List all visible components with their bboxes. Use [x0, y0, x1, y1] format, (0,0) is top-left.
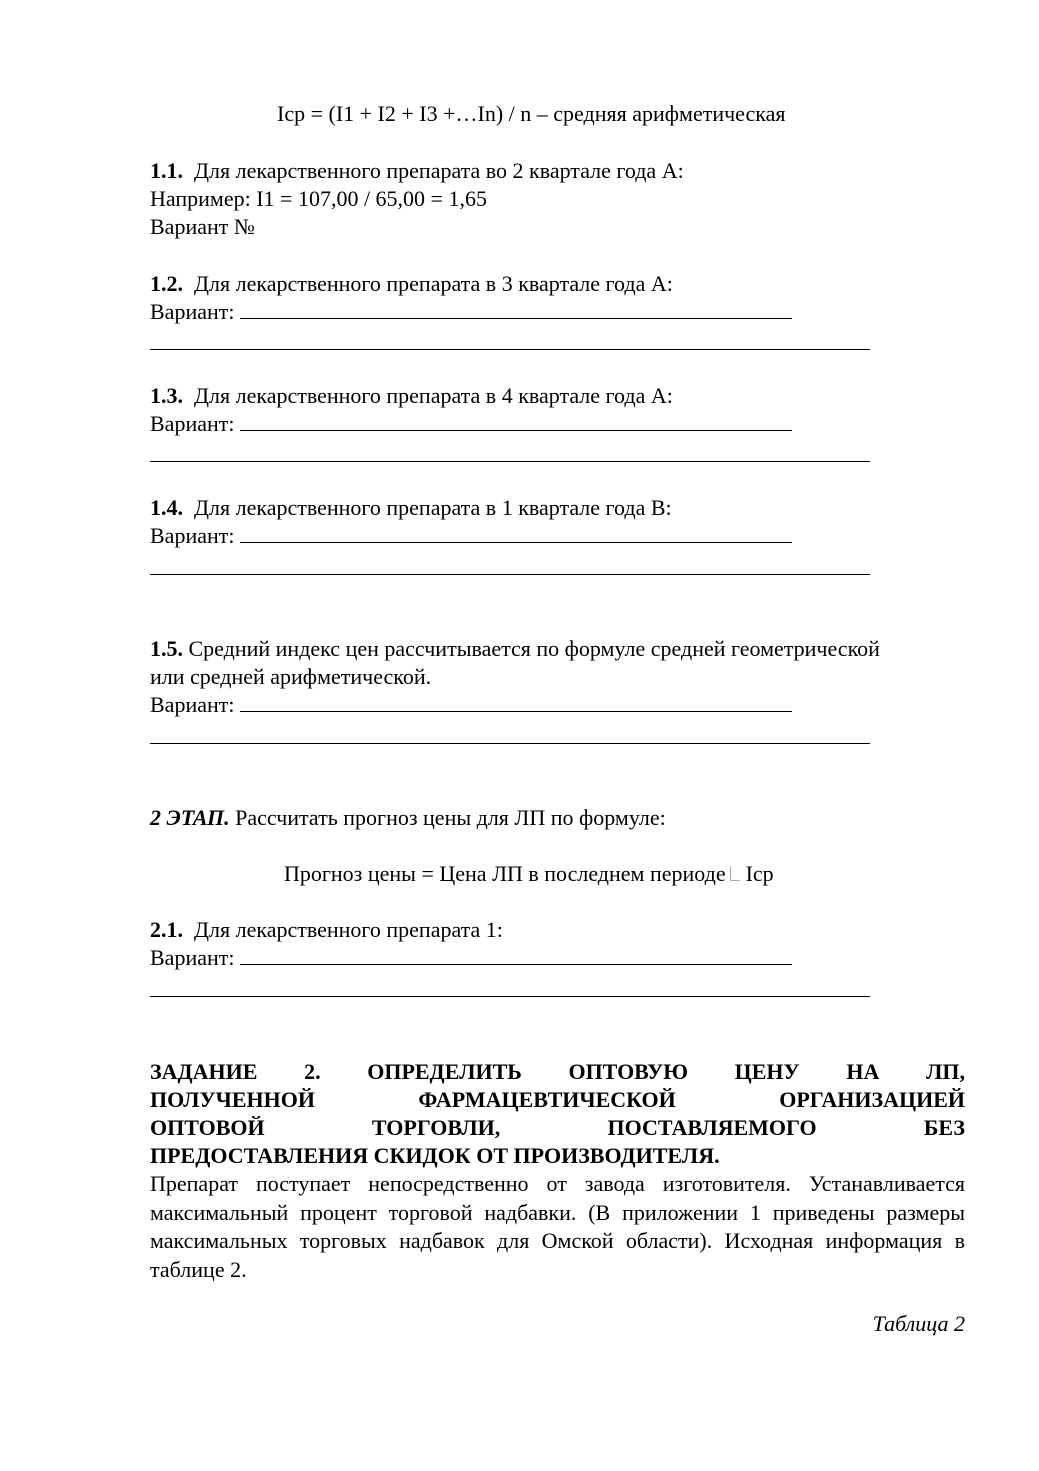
stage-text: Рассчитать прогноз цены для ЛП по формуле:: [235, 805, 666, 830]
section-number: 1.2.: [150, 271, 183, 296]
variant-row: [150, 944, 792, 972]
section-1-1: [150, 157, 684, 185]
answer-line[interactable]: [150, 574, 870, 575]
stage-2-line: [150, 804, 666, 832]
table-caption: Таблица 2: [872, 1311, 965, 1336]
section-1-5: [150, 635, 880, 663]
section-1-2: [150, 270, 673, 298]
variant-label: Вариант:: [150, 411, 235, 436]
task-2-heading-line1: ЗАДАНИЕ 2. ОПРЕДЕЛИТЬ ОПТОВУЮ ЦЕНУ НА ЛП,: [150, 1059, 965, 1084]
section-text-line2: или средней арифметической.: [150, 664, 432, 689]
section-title: Для лекарственного препарата в 1 квартале года В:: [194, 495, 672, 520]
multiplication-symbol-icon: [730, 866, 740, 881]
answer-line[interactable]: [150, 349, 870, 350]
variant-row: [150, 691, 792, 719]
task-2-heading-line4: ПРЕДОСТАВЛЕНИЯ СКИДОК ОТ ПРОИЗВОДИТЕЛЯ.: [150, 1143, 720, 1168]
answer-line[interactable]: [150, 743, 870, 744]
variant-number-label: Вариант №: [150, 214, 255, 239]
section-number: 1.5.: [150, 636, 183, 661]
average-formula: Iср = (I1 + I2 + I3 +…In) / n – средняя арифметическая: [277, 101, 786, 126]
variant-row: [150, 298, 792, 326]
section-title: Для лекарственного препарата во 2 квартале года А:: [194, 158, 684, 183]
variant-label: Вариант:: [150, 945, 235, 970]
variant-label: Вариант:: [150, 299, 235, 324]
stage-label: 2 ЭТАП.: [150, 805, 230, 830]
section-number: 1.3.: [150, 383, 183, 408]
task-2-heading-line3: ОПТОВОЙ ТОРГОВЛИ, ПОСТАВЛЯЕМОГО БЕЗ: [150, 1115, 965, 1140]
variant-row: [150, 522, 792, 550]
section-number: 1.4.: [150, 495, 183, 520]
task-2-heading-line2: ПОЛУЧЕННОЙ ФАРМАЦЕВТИЧЕСКОЙ ОРГАНИЗАЦИЕЙ: [150, 1087, 965, 1112]
variant-row: [150, 410, 792, 438]
answer-blank[interactable]: [240, 944, 792, 965]
section-1-3: [150, 382, 673, 410]
section-title: Для лекарственного препарата в 3 квартале года А:: [194, 271, 673, 296]
section-title: Для лекарственного препарата 1:: [194, 917, 503, 942]
answer-blank[interactable]: [240, 298, 792, 319]
task-2-body: Препарат поступает непосредственно от завода изготовителя. Устанавливается максимальный процент торговой надбавки. (В приложении 1 приведены размеры максимальных торговых надбавок для Омской области). Исходная информация в таблице 2.: [150, 1171, 965, 1282]
section-2-1: [150, 916, 503, 944]
formula-left: Прогноз цены = Цена ЛП в последнем периоде: [284, 861, 726, 886]
answer-blank[interactable]: [240, 522, 792, 543]
section-1-4: [150, 494, 672, 522]
variant-label: Вариант:: [150, 523, 235, 548]
answer-blank[interactable]: [240, 691, 792, 712]
forecast-formula: [284, 860, 774, 888]
section-number: 1.1.: [150, 158, 183, 183]
answer-line[interactable]: [150, 461, 870, 462]
answer-line[interactable]: [150, 996, 870, 997]
variant-label: Вариант:: [150, 692, 235, 717]
section-title: Для лекарственного препарата в 4 квартале года А:: [194, 383, 673, 408]
formula-right: Iср: [745, 861, 774, 886]
answer-blank[interactable]: [240, 410, 792, 431]
section-text-line1: Средний индекс цен рассчитывается по формуле средней геометрической: [188, 636, 880, 661]
section-number: 2.1.: [150, 917, 183, 942]
example-line: Например: I1 = 107,00 / 65,00 = 1,65: [150, 186, 487, 211]
